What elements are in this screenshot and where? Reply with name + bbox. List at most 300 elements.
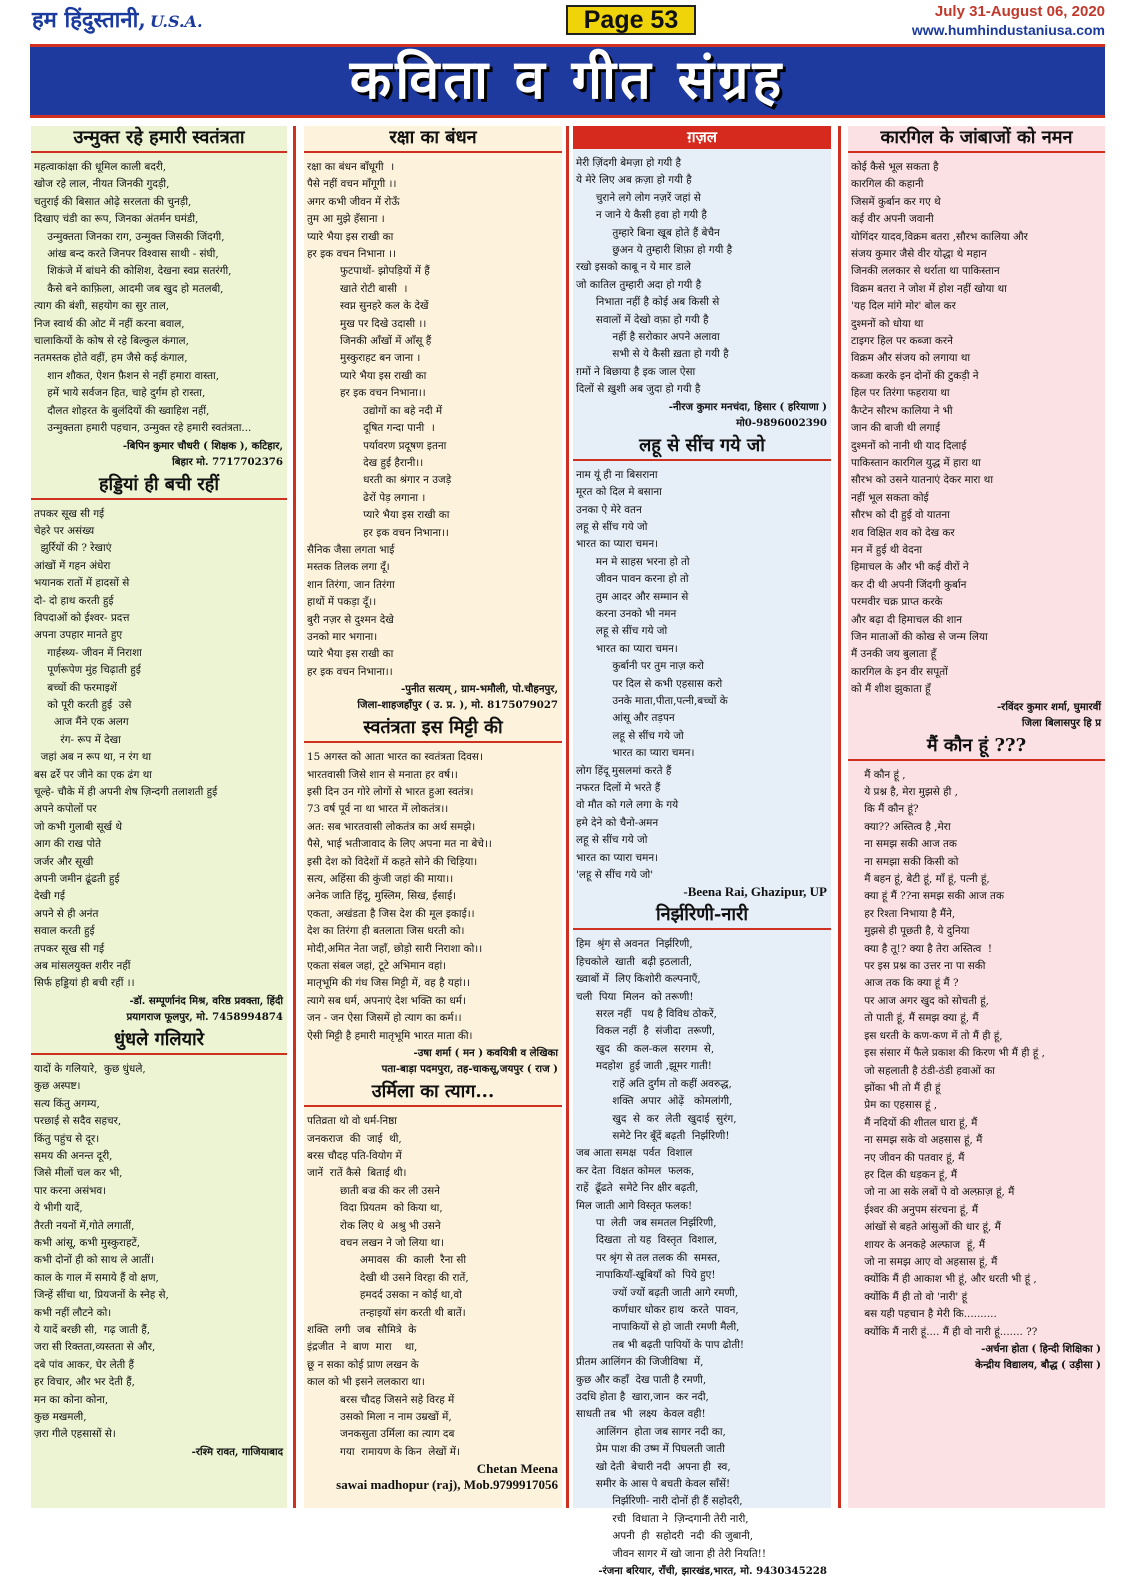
poem-line: को मैं शीश झुकाता हूँ bbox=[851, 683, 931, 696]
poem-line: हर रिश्ता निभाया है मैंने, bbox=[851, 907, 956, 920]
poem-line: कुर्बानी पर तुम नाज़ करो bbox=[576, 660, 704, 673]
poem-line: लोग हिंदू मुसलमां करते हैं bbox=[576, 764, 672, 777]
poem-line: काल को भी इसने ललकारा था। bbox=[307, 1376, 425, 1389]
poem-line: क्या?? अस्तित्व है ,मेरा bbox=[851, 820, 951, 833]
poem-line: हर इक वचन निभाना।। bbox=[307, 387, 426, 400]
poem-line: क्या है तू!? क्या है तेरा अस्तित्व ! bbox=[851, 942, 993, 955]
column-divider bbox=[293, 126, 296, 1508]
poem-line: शान शौकत, ऐशन फ़ैशन से नहीं हमारा वास्ता, bbox=[34, 369, 220, 382]
poem-section bbox=[304, 126, 562, 713]
poem-line: अगर कभी जीवन में रोऊँ bbox=[307, 195, 400, 208]
poem-line: कुछ अस्पष्ट। bbox=[34, 1080, 81, 1093]
poem-author: जिला-शाहजहाँपुर ( उ. प्र. ), मो. 8175079027 bbox=[357, 699, 558, 712]
poem-line: जो ना समझ आए वो अहसास हूं, मैं bbox=[851, 1255, 998, 1268]
poem-line: कैप्टेन सौरभ कालिया ने भी bbox=[851, 404, 953, 417]
poem-line: हिमाचल के और भी कई वीरों ने bbox=[851, 561, 969, 574]
poem-line: प्रेम का एहसास हूं , bbox=[851, 1099, 938, 1112]
poem-line: 73 वर्ष पूर्व ना था भारत में लोकतंत्र।। bbox=[307, 803, 449, 816]
poem-line: हिचकोले खाती बढ़ी इठलाती, bbox=[576, 955, 693, 968]
poem-line: भारत का प्यारा चमन। bbox=[576, 851, 659, 864]
poem-line: 'लहू से सींच गये जो' bbox=[576, 869, 654, 882]
poem-line: जो ना आ सके लबों पे वो अल्फ़ाज़ हूं, मैं bbox=[851, 1186, 1015, 1199]
poem-line: मन मे साहस भरना हो तो bbox=[576, 555, 690, 568]
poem-line: आज मैंने एक अलग bbox=[34, 716, 129, 729]
poem-line: छाती बज्र की कर ली उसने bbox=[307, 1184, 440, 1197]
poem-body bbox=[573, 936, 831, 1563]
poem-line: खुद से कर लेती खुदाई सुरंग, bbox=[576, 1112, 737, 1125]
poem-line: दूषित गन्दा पानी । bbox=[307, 422, 435, 435]
poem-line: समीर के आस पे बचती केवल साँसें! bbox=[576, 1478, 731, 1491]
poem-line: वचन लखन ने जो लिया था। bbox=[307, 1236, 444, 1249]
poem-line: फुटपाथों- झोपड़ियों में हैं bbox=[307, 265, 430, 278]
poem-line: समेटे निर बूँदें बढ़ती निर्झरिणी! bbox=[576, 1129, 730, 1142]
poem-line: शान तिरंगा, जान तिरंगा bbox=[307, 578, 395, 591]
poem-line: जीवन पावन करना हो तो bbox=[576, 573, 689, 586]
poem-body bbox=[848, 767, 1105, 1341]
poem-line: मैं कौन हूं , bbox=[851, 768, 906, 781]
poem-line: राहें ढूँढते समेटे निर क्षीर बढ़ती, bbox=[576, 1182, 699, 1195]
page-number: Page 53 bbox=[566, 5, 696, 35]
poem-line: ऐसी मिट्टी है हमारी मातृभूमि भारत माता की। bbox=[307, 1029, 473, 1042]
column-divider bbox=[566, 126, 569, 1508]
poem-line: चतुराई की बिसात ओढ़े सरलता की चुनड़ी, bbox=[34, 195, 192, 208]
poem-line: जिनकी आँखों में आँसू हैं bbox=[307, 335, 432, 348]
poem-line: जो सहलाती है ठंडी-ठंडी हवाओं का bbox=[851, 1064, 995, 1077]
poem-line: इस संसार में फैले प्रकाश की किरण भी मैं ही हूं , bbox=[851, 1047, 1045, 1060]
poem-line: तपकर सूख सी गई bbox=[34, 942, 105, 955]
poem-line: नए जीवन की पतवार हूं, मैं bbox=[851, 1151, 965, 1164]
poem-body bbox=[848, 159, 1105, 699]
poem-line: शक्ति लगी जब सौमित्रे के bbox=[307, 1323, 417, 1336]
poem-line: जिन्हें सींचा था, प्रियजनों के स्नेह से, bbox=[34, 1289, 169, 1302]
poem-line: हमे देने को चैनो-अमन bbox=[576, 816, 659, 829]
poem-line: हाथों में पकड़ा दूँ।। bbox=[307, 596, 377, 609]
poem-line: भारत का प्यारा चमन। bbox=[576, 538, 659, 551]
poem-line: शव विक्षित शव को देख कर bbox=[851, 526, 955, 539]
poem-line: ईश्वर की अनुपम संरचना हूं, मैं bbox=[851, 1203, 979, 1216]
poem-line: हिम श्रृंग से अवनत निर्झरिणी, bbox=[576, 938, 693, 951]
poem-line: राहें अति दुर्गम तो कहीं अवरुद्ध, bbox=[576, 1077, 732, 1090]
poem-body bbox=[31, 506, 287, 993]
column-1 bbox=[31, 126, 287, 1508]
poem-line: बरस चौदह पति-वियोग में bbox=[307, 1149, 402, 1162]
poem-title: कारगिल के जांबाजों को नमन bbox=[848, 126, 1105, 153]
poem-line: विक्रम बतरा ने जोश में होश नहीं खोया था bbox=[851, 282, 1007, 295]
poem-line: सैनिक जैसा लगता भाई bbox=[307, 543, 395, 556]
poem-line: मेरी ज़िंदगी बेमज़ा हो गयी है bbox=[576, 157, 681, 169]
poem-line: समय की अनन्त दूरी, bbox=[34, 1149, 113, 1162]
poem-author: -पुनीत सत्यम् , ग्राम-भमौली, पो.चौहनपुर, bbox=[400, 683, 558, 696]
poem-line: मैं उनकी जय बुलाता हूँ bbox=[851, 648, 937, 661]
poem-line: निज स्वार्थ की ओट में नहीं करना बवाल, bbox=[34, 317, 185, 330]
column-divider bbox=[838, 126, 841, 1508]
poem-line: प्यारे भैया इस राखी का bbox=[307, 648, 394, 661]
poem-line: पर आज अगर खुद को सोचती हूं, bbox=[851, 994, 989, 1007]
poem-line: त्यागे सब धर्म, अपनाएं देश भक्ति का धर्म। bbox=[307, 994, 466, 1007]
poem-line: कभी नहीं लौटने को। bbox=[34, 1306, 112, 1319]
poem-line: को पूरी करती हुई उसे bbox=[34, 698, 132, 711]
poem-line: तपकर सूख सी गई bbox=[34, 507, 105, 520]
poem-line: उनका ऐ मेरे वतन bbox=[576, 503, 642, 516]
poem-line: अपनी जमीन ढूंढती हुई bbox=[34, 873, 120, 886]
poem-line: तैरती नयनों में,गोते लगातीं, bbox=[34, 1219, 135, 1232]
poem-line: जो कातिल तुम्हारी अदा हो गयी है bbox=[576, 278, 702, 291]
poem-line: 'यह दिल मांगे मोर' बोल कर bbox=[851, 300, 956, 313]
poem-line: हर इक वचन निभाना।। bbox=[307, 526, 449, 539]
poem-line: कब्जा करके इन दोनों की टुकड़ी ने bbox=[851, 369, 979, 382]
poem-line: जब आता समक्ष पर्वत विशाल bbox=[576, 1147, 693, 1160]
poem-line: हर विचार, और भर देती हैं, bbox=[34, 1376, 135, 1389]
poem-line: पैसे नहीं वचन माँगूगी ।। bbox=[307, 178, 397, 191]
poem-line: 15 अगस्त को आता भारत का स्वतंत्रता दिवस। bbox=[307, 751, 483, 764]
poem-line: लहू से सींच गये जो bbox=[576, 520, 648, 533]
poem-line: मुख पर दिखे उदासी ।। bbox=[307, 317, 427, 330]
poem-author: प्रयागराज फूलपुर, मो. 7458994874 bbox=[126, 1010, 283, 1023]
poem-line: तब भी बढ़ती पापियों के पाप ढोती! bbox=[576, 1338, 745, 1351]
poem-line: जो कभी गुलाबी सूर्ख थे bbox=[34, 820, 122, 833]
poem-line: पतिव्रता थो वो धर्म-निष्ठा bbox=[307, 1115, 397, 1128]
poem-title: ग़ज़ल bbox=[573, 126, 831, 149]
poem-line: नापाकियाँ-खूबियाँ को पिये हुए! bbox=[576, 1269, 716, 1282]
poem-title: धुंधले गलियारे bbox=[31, 1028, 287, 1055]
poem-line: क्या हूं मैं ??ना समझ सकी आज तक bbox=[851, 890, 1004, 903]
page-header bbox=[0, 0, 1135, 42]
poem-section bbox=[848, 734, 1105, 1373]
poem-line: दुश्मनों को नानी थी याद दिलाई bbox=[851, 439, 967, 452]
poem-line: न जाने ये कैसी हवा हो गयी है bbox=[576, 209, 707, 222]
column-4 bbox=[848, 126, 1105, 1508]
poem-line: उन्मुक्तता जिनका राग, उन्मुक्त जिसकी जिंदगी, bbox=[34, 230, 225, 243]
poem-line: शिकंजे में बांधने की कोशिश, देखना स्वप्न सतरंगी, bbox=[34, 265, 232, 278]
poem-line: मन में हुई थी वेदना bbox=[851, 543, 923, 556]
poem-line: पा लेती जब समतल निर्झरिणी, bbox=[576, 1216, 717, 1229]
poem-author: -अर्चना होता ( हिन्दी शिक्षिका ) bbox=[981, 1343, 1101, 1355]
poem-line: टाइगर हिल पर कब्जा करने bbox=[851, 335, 953, 348]
poem-line: झुर्रियों की ? रेखाएं bbox=[34, 542, 112, 555]
poem-body bbox=[573, 155, 831, 399]
poem-line: मातृभूमि की गंध जिस मिट्टी में, वह है यहां।। bbox=[307, 977, 470, 990]
poem-line: मुस्कुराहट बन जाना । bbox=[307, 352, 421, 365]
poem-author: पता-बाड़ा पदमपुरा, तह-चाकसू,जयपुर ( राज ) bbox=[381, 1063, 558, 1076]
poem-line: दिलों से ख़ुशी अब जुदा हो गयी है bbox=[576, 383, 701, 396]
poem-line: आज तक कि क्या हूं मैं ? bbox=[851, 977, 959, 990]
poem-line: नाम यूं ही ना बिसराना bbox=[576, 468, 658, 481]
poem-line: शायर के अनकहे अल्फाज हूं, मैं bbox=[851, 1238, 986, 1251]
poem-title: मैं कौन हूं ??? bbox=[848, 734, 1105, 761]
poem-line: जनकसुता उर्मिला का त्याग दब bbox=[307, 1428, 455, 1441]
poem-title: स्वतंत्रता इस मिट्टी की bbox=[304, 716, 562, 743]
poem-line: ज़रा गीले एहसासों से। bbox=[34, 1428, 116, 1441]
poem-line: मदहोश हुई जाती ,झूमर गाती! bbox=[576, 1060, 712, 1073]
poem-line: अत: सब भारतवासी लोकतंत्र का अर्थ समझे। bbox=[307, 820, 476, 833]
poem-line: आग की राख पोते bbox=[34, 838, 102, 851]
poem-line: रक्षा का बंधन बाँधूगी । bbox=[307, 161, 395, 173]
poem-body bbox=[304, 749, 562, 1045]
poem-line: आंख बन्द करते जिनपर विश्वास साथी - संघी, bbox=[34, 248, 219, 261]
poem-line: ये मेरे लिए अब क़ज़ा हो गयी है bbox=[576, 174, 692, 187]
poem-line: पर दिल से कभी एहसास करो bbox=[576, 677, 723, 690]
poem-line: रोक लिए थे अश्रु भी उसने bbox=[307, 1219, 441, 1232]
poem-line: वो मौत को गले लगा के गये bbox=[576, 799, 679, 812]
poem-line: पर इस प्रश्न का उत्तर ना पा सकी bbox=[851, 960, 986, 973]
poem-line: एकता संबल जहां, टूटे अभिमान वहां। bbox=[307, 960, 447, 973]
poem-line: रंग- रूप में देखा bbox=[34, 733, 121, 746]
poem-line: देख हुई हैरानी।। bbox=[307, 456, 424, 469]
poem-section bbox=[31, 126, 287, 470]
poem-line: हमें भाये सर्वजन हित, चाहे दुर्गम हो रास्ता, bbox=[34, 387, 206, 400]
poem-line: काल के गाल में समाये हैं वो क्षण, bbox=[34, 1271, 159, 1284]
poem-line: चूल्हे- चौके में ही अपनी शेष ज़िन्दगी तलाशती हुई bbox=[34, 786, 218, 798]
poem-line: तुम आदर और सम्मान से bbox=[576, 590, 689, 603]
website-url[interactable]: www.humhindustaniusa.com bbox=[911, 22, 1105, 38]
poem-body bbox=[31, 1061, 287, 1444]
poem-line: दौलत शोहरत के बुलंदियों की ख्वाहिश नहीं, bbox=[34, 404, 210, 417]
poem-section bbox=[31, 473, 287, 1025]
poem-line: भयानक रातों में हादसों से bbox=[34, 577, 130, 590]
poem-title: उन्मुक्त रहे हमारी स्वतंत्रता bbox=[31, 126, 287, 153]
poem-line: सत्य, अहिंसा की कुंजी जहां की माया।। bbox=[307, 873, 454, 886]
poem-line: गया रामायण के किन लेखों में। bbox=[307, 1445, 460, 1458]
poem-line: पूर्णरूपेण मुंह चिढ़ाती हुई bbox=[34, 664, 141, 677]
poem-author: -डॉ. सम्पूर्णानंद मिश्र, वरिष्ठ प्रवक्ता, हिंदी bbox=[129, 994, 283, 1007]
poem-line: परछाई से सदैव सहचर, bbox=[34, 1115, 122, 1128]
poem-line: नापाकियों से हो जाती रमणी मैली, bbox=[576, 1321, 740, 1334]
poem-line: साधती तब भी लक्ष्य केवल वही! bbox=[576, 1408, 706, 1421]
poem-line: आंखों से बहते आंसुओं की धार हूं, मैं bbox=[851, 1221, 1001, 1234]
poem-line: कई वीर अपनी जवानी bbox=[851, 213, 934, 226]
poem-line: क्योंकि मैं नारी हूं.... मैं ही वो नारी हूं....... ?? bbox=[851, 1325, 1038, 1338]
poem-line: कर देता विक्षत कोमल फलक, bbox=[576, 1164, 695, 1177]
poem-line: इसी दिन उन गोरे लोगों से भारत हुआ स्वतंत्र। bbox=[307, 786, 474, 798]
poem-line: सभी से ये कैसी ख़ता हो गयी है bbox=[576, 348, 729, 361]
poem-line: प्रेम पाश की उष्म में पिघलती जाती bbox=[576, 1443, 725, 1456]
poem-line: कभी आंसू, कभी मुस्कुराहटें, bbox=[34, 1236, 141, 1249]
poem-author: Chetan Meena bbox=[476, 1461, 558, 1477]
poem-line: इसी देश को विदेशों में कहते सोने की चिड़िया। bbox=[307, 855, 478, 868]
poem-line: विक्रम और संजय को लगाया था bbox=[851, 352, 971, 365]
poem-line: चली पिया मिलन को तरूणी! bbox=[576, 990, 694, 1003]
poem-line: जरा सी रिक्तता,व्यस्तता से और, bbox=[34, 1341, 156, 1354]
poem-author: -नीरज कुमार मनचंदा, हिसार ( हरियाणा ) bbox=[668, 400, 827, 413]
poem-line: सरल नहीं पथ है विविध ठोकरें, bbox=[576, 1008, 717, 1021]
poem-line: ये प्रश्न है, मेरा मुझसे ही , bbox=[851, 786, 958, 798]
poem-body bbox=[31, 159, 287, 438]
poem-line: तो पाती हूं, मैं समझ क्या हूं, मैं bbox=[851, 1012, 979, 1025]
poem-line: ग़मों ने बिछाया है इक जाल ऐसा bbox=[576, 365, 696, 378]
poem-line: हर इक वचन निभाना ।। bbox=[307, 248, 396, 261]
poem-line: देश का तिरंगा ही बतलाता जिस धरती को। bbox=[307, 925, 465, 938]
poem-line: बुरी नज़र से दुश्मन देखे bbox=[307, 613, 394, 626]
poem-line: जान की बाजी थी लगाई bbox=[851, 422, 941, 435]
poem-line: कि मैं कौन हूं? bbox=[851, 803, 919, 816]
poem-line: खो देती बेचारी नदी अपना ही स्व, bbox=[576, 1460, 731, 1473]
poem-section bbox=[573, 434, 831, 901]
poem-line: हर इक वचन निभाना।। bbox=[307, 665, 393, 678]
poem-line: झोंका भी तो मैं ही हूं bbox=[851, 1081, 941, 1094]
poem-line: भारतवासी जिसे शान से मनाता हर वर्ष।। bbox=[307, 768, 458, 781]
poem-line: बच्चों की फरमाइशें bbox=[34, 681, 117, 694]
poem-line: दबे पांव आकर, घेर लेती हैं bbox=[34, 1358, 135, 1371]
poem-line: ये भीगी यादें, bbox=[34, 1202, 83, 1215]
poem-line: मोदी,अमित नेता जहाँ, छोड़ो सारी निराशा को।। bbox=[307, 942, 483, 955]
poem-line: भारत का प्यारा चमन। bbox=[576, 747, 695, 760]
poem-author: -रश्मि रावत, गाजियाबाद bbox=[191, 1445, 283, 1458]
poem-section bbox=[573, 903, 831, 1579]
poem-line: तन्हाइयों संग करती थी बातें। bbox=[307, 1306, 466, 1319]
poem-line: नहीं है सरोकार अपने अलावा bbox=[576, 331, 720, 344]
poem-line: लहू से सींच गये जो bbox=[576, 834, 648, 847]
poem-line: योगिंदर यादव,विक्रम बतरा ,सौरभ कालिया और bbox=[851, 230, 1028, 243]
poem-line: उन्मुक्तता हमारी पहचान, उन्मुक्त रहे हमारी स्वतंत्रता... bbox=[34, 422, 252, 435]
poem-line: कैसे बने काफ़िला, आदमी जब खुद हो मतलबी, bbox=[34, 282, 224, 295]
poem-line: जीवन सागर में खो जाना ही तेरी नियति!! bbox=[576, 1547, 766, 1560]
poem-line: ज्यों ज्यों बढ़ती जाती आगे रमणी, bbox=[576, 1286, 739, 1299]
poem-line: लहू से सींच गये जो bbox=[576, 625, 668, 638]
poem-author: केन्द्रीय विद्यालय, बौद्ध ( उड़ीसा ) bbox=[975, 1359, 1101, 1371]
poem-line: उदधि होता है खारा,जान कर नदी, bbox=[576, 1391, 709, 1403]
poem-line: कर दी थी अपनी जिंदगी कुर्बान bbox=[851, 578, 967, 591]
poem-line: पर्यावरण प्रदूषण इतना bbox=[307, 439, 447, 452]
poem-line: जानें रातें कैसे बिताई थी। bbox=[307, 1167, 407, 1180]
poem-line: कभी दोनों ही को साथ ले आतीं। bbox=[34, 1254, 154, 1267]
poem-line: रची विधाता ने ज़िन्दगानी तेरी नारी, bbox=[576, 1512, 749, 1525]
poem-line: छू न सका कोई प्राण लखन के bbox=[307, 1358, 419, 1371]
poem-line: अब मांसलयुक्त शरीर नहीं bbox=[34, 960, 131, 973]
poem-line: स्वप्न सुनहरे कल के देखें bbox=[307, 300, 429, 313]
poem-line: अपनी ही सहोदरी नदी की जुबानी, bbox=[576, 1530, 753, 1543]
poem-line: अपना उपहार मानते हुए bbox=[34, 629, 123, 642]
poem-line: जिन माताओं की कोख से जन्म लिया bbox=[851, 630, 988, 643]
poem-section bbox=[848, 126, 1105, 731]
poem-body bbox=[304, 1113, 562, 1461]
poem-line: ढेरों पेड़ लगाना । bbox=[307, 491, 426, 504]
poem-author: -रंजना बरियार, राँची, झारखंड,भारत, मो. 9430345228 bbox=[598, 1565, 827, 1578]
poem-line: प्यारे भैया इस राखी का bbox=[307, 509, 450, 522]
poem-line: आंखों में गहन अंधेरा bbox=[34, 559, 111, 572]
poem-line: अनेक जाति हिंदू, मुस्लिम, सिख, ईसाई। bbox=[307, 890, 457, 903]
poem-line: जर्जर और सूखी bbox=[34, 855, 94, 868]
poem-line: सवाल करती हुई bbox=[34, 925, 95, 938]
poem-line: करना उनको भी नमन bbox=[576, 607, 677, 620]
poem-line: चेहरे पर असंख्य bbox=[34, 524, 95, 537]
poem-line: देखी गई bbox=[34, 890, 65, 903]
section-banner: कविता व गीत संग्रह bbox=[30, 44, 1105, 118]
newspaper-name: हम हिंदुस्तानी, U.S.A. bbox=[32, 7, 203, 33]
column-3 bbox=[573, 126, 831, 1578]
poem-line: हर दिल की धड़कन हूं, मैं bbox=[851, 1168, 958, 1181]
poem-line: और बढ़ा दी हिमाचल की शान bbox=[851, 613, 963, 626]
poem-line: विदा प्रियतम को किया था, bbox=[307, 1202, 443, 1215]
poem-author: -बिपिन कुमार चौधरी ( शिक्षक ), कटिहार, bbox=[122, 439, 283, 452]
poem-line: निर्झरिणी- नारी दोनों ही हैं सहोदरी, bbox=[576, 1495, 743, 1508]
poem-line: भारत का प्यारा चमन। bbox=[576, 642, 678, 655]
poem-line: हमदर्द उसका न कोई था,वो bbox=[307, 1289, 462, 1302]
poem-line: कोई कैसे भूल सकता है bbox=[851, 161, 939, 173]
poem-line: तुम आ मुझे हँसाना । bbox=[307, 213, 385, 226]
poem-line: खुद की कल-कल सरगम से, bbox=[576, 1042, 715, 1055]
poem-line: महत्वाकांक्षा की धूमिल काली बदरी, bbox=[34, 161, 167, 173]
poem-line: पार करना असंभव। bbox=[34, 1184, 107, 1197]
poem-line: सौरभ को दी हुई वो यातना bbox=[851, 509, 950, 522]
poem-line: कारगिल के इन वीर सपूतों bbox=[851, 665, 948, 678]
poem-author: -उषा शर्मा ( मन ) कवयित्री व लेखिका bbox=[413, 1047, 558, 1060]
poem-title: निर्झरिणी-नारी bbox=[573, 903, 831, 930]
poem-line: मस्तक तिलक लगा दूँ। bbox=[307, 561, 390, 574]
poem-line: परमवीर चक्र प्राप्त करके bbox=[851, 596, 943, 609]
poem-line: यादों के गलियारे, कुछ धुंधले, bbox=[34, 1062, 146, 1075]
poem-line: उसको मिला न नाम उम्रखों में, bbox=[307, 1411, 452, 1423]
poem-line: मैं नदियों की शीतल धारा हूं, मैं bbox=[851, 1116, 978, 1129]
poem-section bbox=[304, 716, 562, 1077]
poem-line: प्यारे भैया इस राखी का bbox=[307, 369, 427, 382]
poem-line: नफरत दिलों मे भरते हैं bbox=[576, 782, 661, 794]
poem-line: उनके माता,पीता,पत्नी,बच्चों के bbox=[576, 694, 728, 707]
poem-line: उनको मार भगाना। bbox=[307, 630, 378, 643]
poem-author: sawai madhopur (raj), Mob.9799917056 bbox=[336, 1477, 558, 1493]
poem-line: दिखता तो यह विस्तृत विशाल, bbox=[576, 1234, 718, 1247]
poem-line: दुश्मनों को धोया था bbox=[851, 317, 924, 330]
poem-line: बस यही पहचान है मेरी कि.......... bbox=[851, 1308, 997, 1321]
poem-line: इस धरती के कण-कण में तो मैं ही हूं, bbox=[851, 1029, 1003, 1042]
poem-line: ये यादें बरछी सी, गढ़ जाती हैं, bbox=[34, 1323, 151, 1336]
poem-line: जहां अब न रूप था, न रंग था bbox=[34, 751, 152, 764]
poem-line: मैं बहन हूं, बेटी हूं, माँ हूं, पत्नी हूं, bbox=[851, 873, 990, 886]
poem-line: कुछ मखमली, bbox=[34, 1411, 87, 1423]
poem-line: एकता, अखंडता है जिस देश की मूल इकाई।। bbox=[307, 907, 475, 920]
poem-line: ख्वाबों में लिए किशोरी कल्पनाएँ, bbox=[576, 973, 701, 986]
poem-line: बरस चौदह जिसने सहे विरह में bbox=[307, 1393, 455, 1406]
poem-line: निभाता नहीं है कोई अब किसी से bbox=[576, 296, 720, 309]
poem-line: अमावस की काली रैना सी bbox=[307, 1254, 467, 1267]
poem-line: मुझसे ही पूछती है, ये दुनिया bbox=[851, 925, 970, 938]
poem-author: मो0-9896002390 bbox=[736, 416, 827, 429]
poem-title: लहू से सींच गये जो bbox=[573, 434, 831, 461]
poem-line: पैसे, भाई भतीजावाद के लिए अपना मत ना बेचे।। bbox=[307, 838, 492, 851]
poem-line: खाते रोटी बासी । bbox=[307, 282, 408, 295]
poem-line: खोज रहे लाल, नीयत जिनकी गुदड़ी, bbox=[34, 178, 170, 191]
poem-line: दो- दो हाथ करती हुई bbox=[34, 594, 114, 607]
poem-section bbox=[304, 1080, 562, 1493]
poem-line: सिर्फ हड्डियां ही बची रहीं ।। bbox=[34, 977, 135, 990]
poem-line: उद्योगों का बहे नदी में bbox=[307, 404, 443, 417]
poem-line: विकल नहीं है संजीदा तरूणी, bbox=[576, 1025, 716, 1038]
poem-line: दिखाए चंडी का रूप, जिनका अंतर्मन घमंडी, bbox=[34, 213, 199, 226]
poem-title: रक्षा का बंधन bbox=[304, 126, 562, 153]
poem-line: मूरत को दिल मे बसाना bbox=[576, 486, 662, 499]
poem-line: सौरभ को उसने यातनाएं देकर मारा था bbox=[851, 474, 994, 487]
poem-author: जिला बिलासपुर हि प्र bbox=[1021, 716, 1101, 729]
poem-line: जिनकी ललकार से थर्राता था पाकिस्तान bbox=[851, 265, 1000, 278]
poem-line: संजय कुमार जैसे वीर योद्धा थे महान bbox=[851, 248, 987, 261]
poem-line: चालाकियों के कोष से रहे बिल्कुल कंगाल, bbox=[34, 335, 189, 348]
poem-line: क्योंकि मैं ही आकाश भी हूं, और धरती भी हूं , bbox=[851, 1273, 1037, 1286]
poem-line: रखो इसको काबू न ये मार डाले bbox=[576, 261, 691, 274]
poem-line: मन का कोना कोना, bbox=[34, 1393, 109, 1406]
poem-line: तुम्हारे बिना खूब होते हैं बेचैन bbox=[576, 226, 720, 239]
poem-line: क्योंकि मैं ही तो वो 'नारी' हूं bbox=[851, 1290, 968, 1303]
poem-line: ना समझा सकी किसी को bbox=[851, 855, 959, 868]
poem-line: जनकराज की जाई थी, bbox=[307, 1132, 402, 1145]
issue-date: July 31-August 06, 2020 www.humhindustaniusa.com bbox=[911, 3, 1105, 38]
poem-line: गार्हस्थ्य- जीवन में निराशा bbox=[34, 646, 142, 659]
poem-author: -Beena Rai, Ghazipur, UP bbox=[683, 884, 827, 900]
poem-line: प्रीतम आलिंगन की जिजीविषा में, bbox=[576, 1356, 704, 1369]
poem-line: चुराने लगे लोग नज़रें जहां से bbox=[576, 191, 701, 204]
poem-line: जन - जन ऐसा जिसमें हो त्याग का कर्म।। bbox=[307, 1012, 462, 1025]
poem-line: इंद्रजीत ने बाण मारा था, bbox=[307, 1341, 418, 1354]
poem-line: किंतु पहुंच से दूर। bbox=[34, 1132, 100, 1145]
poem-line: ना समझ सके वो अहसास हूं, मैं bbox=[851, 1134, 983, 1147]
